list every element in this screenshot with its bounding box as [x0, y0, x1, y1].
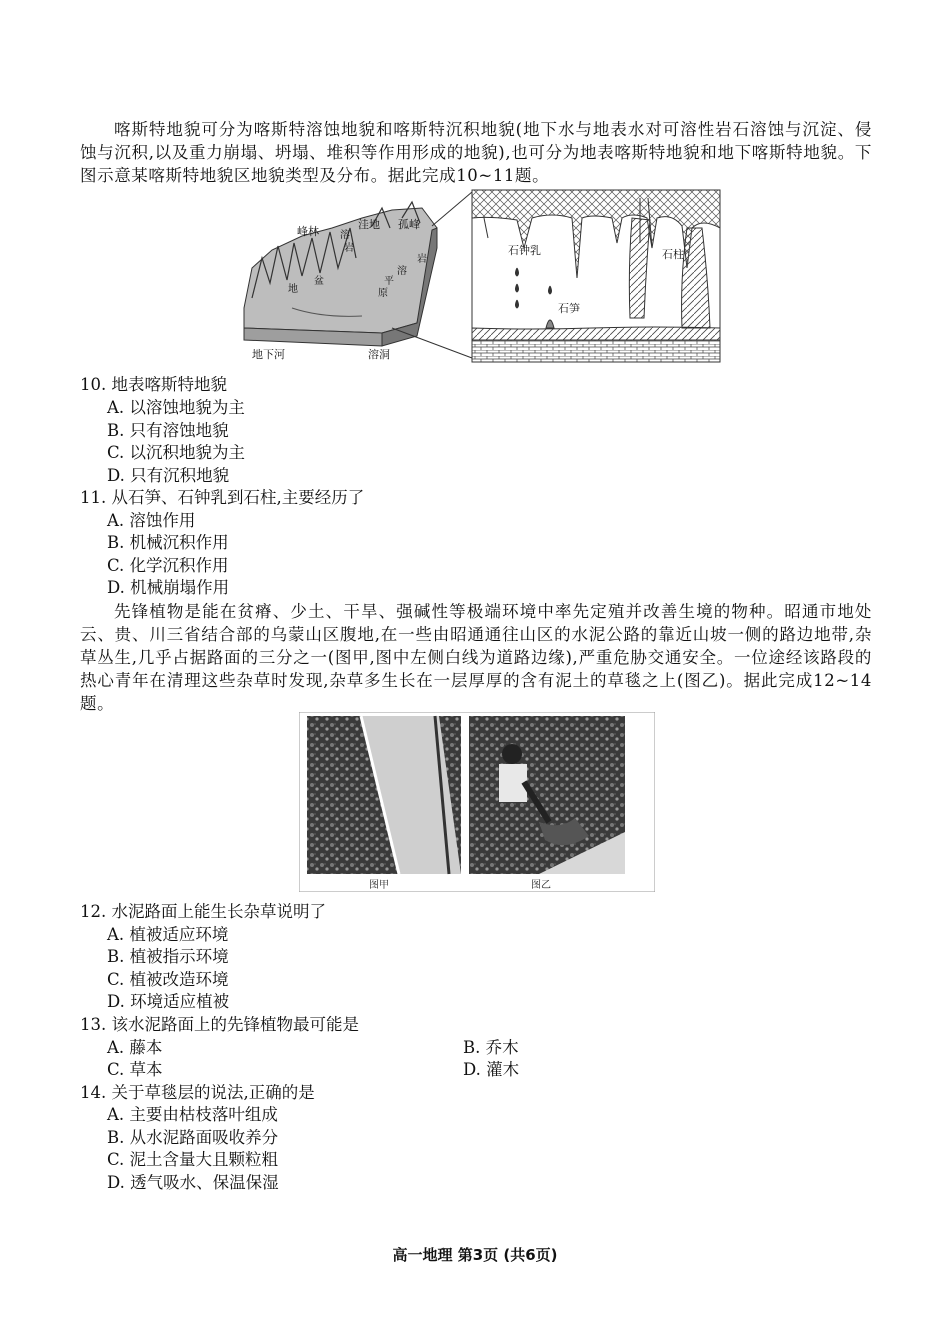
- label-shisun: 石笋: [558, 302, 580, 315]
- cave-cross-section: [472, 190, 720, 362]
- label-yanrong-1: 岩: [417, 254, 427, 265]
- label-gufeng: 孤峰: [398, 218, 420, 231]
- question-14-stem: 14. 关于草毯层的说法,正确的是: [80, 1083, 315, 1102]
- label-shizhu: 石柱: [662, 248, 684, 261]
- q11-option-a[interactable]: A. 溶蚀作用: [107, 511, 196, 530]
- q14-option-a[interactable]: A. 主要由枯枝落叶组成: [107, 1105, 278, 1124]
- q13-option-a[interactable]: A. 藤本: [107, 1038, 163, 1057]
- caption-figure-b: 图乙: [531, 880, 551, 891]
- q10-option-d[interactable]: D. 只有沉积地貌: [107, 466, 230, 485]
- q12-option-a[interactable]: A. 植被适应环境: [107, 925, 229, 944]
- q12-option-d[interactable]: D. 环境适应植被: [107, 992, 230, 1011]
- karst-landform-figure: [232, 188, 722, 364]
- label-pendi-2: 盆: [314, 276, 324, 287]
- photo-figure: [299, 712, 655, 892]
- q11-option-b[interactable]: B. 机械沉积作用: [107, 533, 229, 552]
- question-11-stem: 11. 从石笋、石钟乳到石柱,主要经历了: [80, 488, 365, 507]
- q11-option-c[interactable]: C. 化学沉积作用: [107, 556, 229, 575]
- intro-paragraph-karst: 喀斯特地貌可分为喀斯特溶蚀地貌和喀斯特沉积地貌(地下水与地表水对可溶性岩石溶蚀与沉淀、侵蚀与沉积,以及重力崩塌、坍塌、堆积等作用形成的地貌),也可分为地表喀斯特地貌和地下喀斯特地貌。下图示意某喀斯特地貌区地貌类型及分布。据此完成10~11题。: [80, 120, 872, 185]
- q11-option-d[interactable]: D. 机械崩塌作用: [107, 578, 230, 597]
- label-pendi-1: 地: [288, 284, 298, 295]
- label-pingyuan-2: 原: [378, 288, 388, 299]
- label-pingyuan-1: 平: [384, 276, 394, 287]
- q10-option-c[interactable]: C. 以沉积地貌为主: [107, 443, 246, 462]
- q14-option-c[interactable]: C. 泥土含量大且颗粒粗: [107, 1150, 279, 1169]
- label-fenglin: 峰林: [297, 225, 319, 238]
- intro-paragraph-pioneer-plants: 先锋植物是能在贫瘠、少土、干旱、强碱性等极端环境中率先定殖并改善生境的物种。昭通市地处云、贵、川三省结合部的乌蒙山区腹地,在一些由昭通通往山区的水泥公路的靠近山坡一侧的路边地带,杂草丛生,几乎占据路面的三分之一(图甲,图中左侧白线为道路边缘),严重危胁交通安全。一位途经该路段的热心青年在清理这些杂草时发现,杂草多生长在一层厚厚的含有泥土的草毯之上(图乙)。据此完成12~14题。: [80, 602, 872, 713]
- question-10-stem: 10. 地表喀斯特地貌: [80, 375, 227, 394]
- caption-figure-a: 图甲: [369, 880, 389, 891]
- photo-a: [307, 716, 461, 874]
- q14-option-d[interactable]: D. 透气吸水、保温保湿: [107, 1173, 279, 1192]
- page-footer: 高一地理 第3页 (共6页): [392, 1246, 558, 1264]
- label-rongyan-2: 岩: [344, 243, 354, 254]
- question-12-stem: 12. 水泥路面上能生长杂草说明了: [80, 902, 326, 921]
- label-rongyan-1: 溶: [340, 230, 350, 241]
- label-dixiahe: 地下河: [252, 348, 285, 361]
- label-shizhongru: 石钟乳: [508, 244, 541, 257]
- q13-option-b[interactable]: B. 乔木: [463, 1038, 519, 1057]
- q14-option-b[interactable]: B. 从水泥路面吸收养分: [107, 1128, 279, 1147]
- photo-b: [469, 716, 625, 874]
- q13-option-c[interactable]: C. 草本: [107, 1060, 163, 1079]
- q10-option-b[interactable]: B. 只有溶蚀地貌: [107, 421, 229, 440]
- label-wadi: 洼地: [358, 218, 380, 231]
- q10-option-a[interactable]: A. 以溶蚀地貌为主: [107, 398, 245, 417]
- q12-option-b[interactable]: B. 植被指示环境: [107, 947, 229, 966]
- q12-option-c[interactable]: C. 植被改造环境: [107, 970, 229, 989]
- label-yanrong-2: 溶: [397, 266, 407, 277]
- q13-option-d[interactable]: D. 灌木: [463, 1060, 520, 1079]
- label-rongdong: 溶洞: [368, 348, 390, 361]
- question-13-stem: 13. 该水泥路面上的先锋植物最可能是: [80, 1015, 359, 1034]
